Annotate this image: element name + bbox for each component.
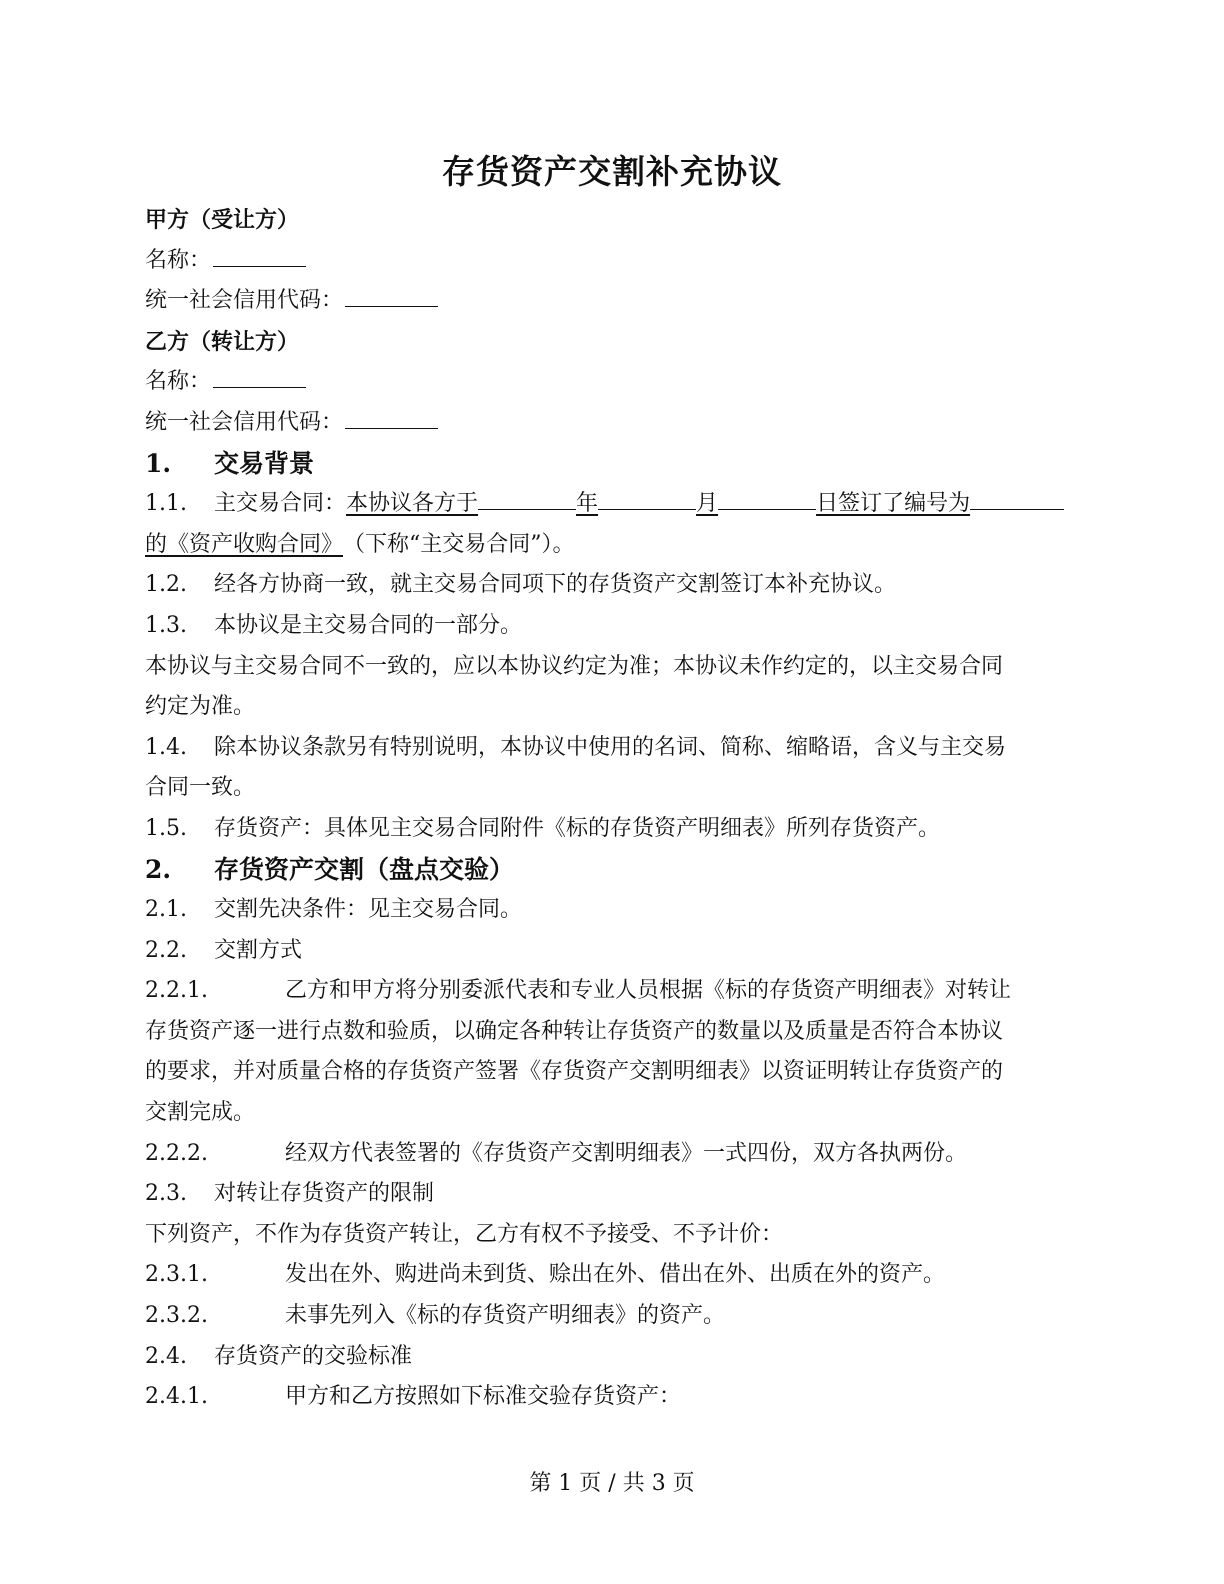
clause-number: 1.5. xyxy=(145,815,187,841)
clause-1-3 xyxy=(145,606,1095,647)
clause-text: 存货资产的交验标准 xyxy=(214,1343,413,1369)
clause-number: 1.3. xyxy=(145,612,187,638)
contract-alias: （下称“主交易合同”）。 xyxy=(343,531,575,557)
clause-2-3-2 xyxy=(145,1296,1095,1337)
clause-2-2-1-cont-1: 存货资产逐一进行点数和验质，以确定各种转让存货资产的数量以及质量是否符合本协议 xyxy=(145,1018,1004,1044)
clause-2-4 xyxy=(145,1337,1095,1378)
clause-number: 2.1. xyxy=(145,897,187,923)
clause-label: 主交易合同： xyxy=(214,491,347,517)
clause-1-2 xyxy=(145,565,1095,606)
party-b-credit-row xyxy=(145,403,1095,444)
clause-text: 乙方和甲方将分别委派代表和专业人员根据《标的存货资产明细表》对转让 xyxy=(285,978,1012,1004)
party-b-credit-blank[interactable] xyxy=(345,406,438,429)
section-2-heading xyxy=(145,850,1095,891)
section-1-heading xyxy=(145,444,1095,485)
clause-text: 除本协议条款另有特别说明，本协议中使用的名词、简称、缩略语，含义与主交易 xyxy=(214,734,1007,760)
clause-number: 2.2.2. xyxy=(145,1140,208,1166)
clause-2-3 xyxy=(145,1174,1095,1215)
party-b-name-blank[interactable] xyxy=(213,365,306,388)
party-b-name-label: 名称： xyxy=(145,369,212,395)
clause-1-3-cont-2: 约定为准。 xyxy=(145,694,256,720)
party-b-name-row xyxy=(145,362,1095,403)
clause-text: 本协议是主交易合同的一部分。 xyxy=(214,612,523,638)
clause-1-1-cont xyxy=(145,525,1095,566)
clause-underlined-text: 本协议各方于 xyxy=(346,491,479,517)
clause-text: 交割方式 xyxy=(214,937,303,963)
clause-number: 1.4. xyxy=(145,734,187,760)
year-blank[interactable] xyxy=(478,485,576,510)
clause-text: 未事先列入《标的存货资产明细表》的资产。 xyxy=(285,1303,726,1329)
document-title: 存货资产交割补充协议 xyxy=(442,152,782,191)
page-footer: 第 1 页 / 共 3 页 xyxy=(529,1471,695,1496)
day-blank[interactable] xyxy=(718,485,816,510)
clause-1-3-cont-1: 本协议与主交易合同不一致的，应以本协议约定为准；本协议未作约定的，以主交易合同 xyxy=(145,653,1004,679)
clause-text: 发出在外、购进尚未到货、赊出在外、借出在外、出质在外的资产。 xyxy=(285,1262,946,1288)
clause-2-2-1-cont-2: 的要求，并对质量合格的存货资产签署《存货资产交割明细表》以资证明转让存货资产的 xyxy=(145,1059,1004,1085)
clause-1-4-cont: 合同一致。 xyxy=(145,775,256,801)
clause-number: 1.1. xyxy=(145,491,187,517)
clause-text: 对转让存货资产的限制 xyxy=(214,1181,435,1207)
party-a-credit-label: 统一社会信用代码： xyxy=(145,288,344,314)
month-blank[interactable] xyxy=(598,485,696,510)
clause-number: 1.2. xyxy=(145,572,187,598)
party-b-credit-label: 统一社会信用代码： xyxy=(145,409,344,435)
clause-number: 2.2. xyxy=(145,937,187,963)
section-1-title: 交易背景 xyxy=(214,448,315,478)
clause-text: 存货资产：具体见主交易合同附件《标的存货资产明细表》所列存货资产。 xyxy=(214,815,941,841)
year-label: 年 xyxy=(576,491,599,517)
clause-2-2-1 xyxy=(145,971,1095,1012)
clause-text: 交割先决条件：见主交易合同。 xyxy=(214,897,523,923)
clause-2-3-1 xyxy=(145,1255,1095,1296)
party-a-heading: 甲方（受让方） xyxy=(145,207,300,233)
clause-number: 2.2.1. xyxy=(145,978,208,1004)
clause-2-2 xyxy=(145,931,1095,972)
section-2-number: 2. xyxy=(145,854,172,884)
section-1-number: 1. xyxy=(145,448,172,478)
clause-2-3-cont: 下列资产，不作为存货资产转让，乙方有权不予接受、不予计价： xyxy=(145,1221,784,1247)
clause-2-2-1-cont-3: 交割完成。 xyxy=(145,1100,256,1126)
clause-text: 经各方协商一致，就主交易合同项下的存货资产交割签订本补充协议。 xyxy=(214,572,897,598)
clause-text: 甲方和乙方按照如下标准交验存货资产： xyxy=(285,1384,682,1410)
party-b-heading: 乙方（转让方） xyxy=(145,328,300,355)
contract-number-blank[interactable] xyxy=(970,485,1064,510)
day-label: 日签订了编号为 xyxy=(816,491,971,517)
clause-1-5 xyxy=(145,809,1095,850)
party-a-name-label: 名称： xyxy=(145,247,212,273)
contract-name-underlined: 的《资产收购合同》 xyxy=(145,531,344,557)
party-a-name-row xyxy=(145,241,1095,282)
party-a-credit-blank[interactable] xyxy=(345,284,438,307)
party-a-credit-row xyxy=(145,281,1095,322)
month-label: 月 xyxy=(696,491,719,517)
document-body xyxy=(145,200,1095,1418)
clause-number: 2.3.2. xyxy=(145,1303,208,1329)
clause-number: 2.3. xyxy=(145,1181,187,1207)
clause-number: 2.4.1. xyxy=(145,1384,208,1410)
party-a-name-blank[interactable] xyxy=(213,244,306,267)
clause-1-1 xyxy=(145,484,1095,525)
clause-number: 2.4. xyxy=(145,1343,187,1369)
section-2-title: 存货资产交割（盘点交验） xyxy=(214,854,515,884)
clause-text: 经双方代表签署的《存货资产交割明细表》一式四份，双方各执两份。 xyxy=(285,1140,968,1166)
clause-2-2-2 xyxy=(145,1134,1095,1175)
clause-2-4-1 xyxy=(145,1377,1095,1418)
clause-2-1 xyxy=(145,890,1095,931)
clause-1-4 xyxy=(145,728,1095,769)
clause-number: 2.3.1. xyxy=(145,1262,208,1288)
